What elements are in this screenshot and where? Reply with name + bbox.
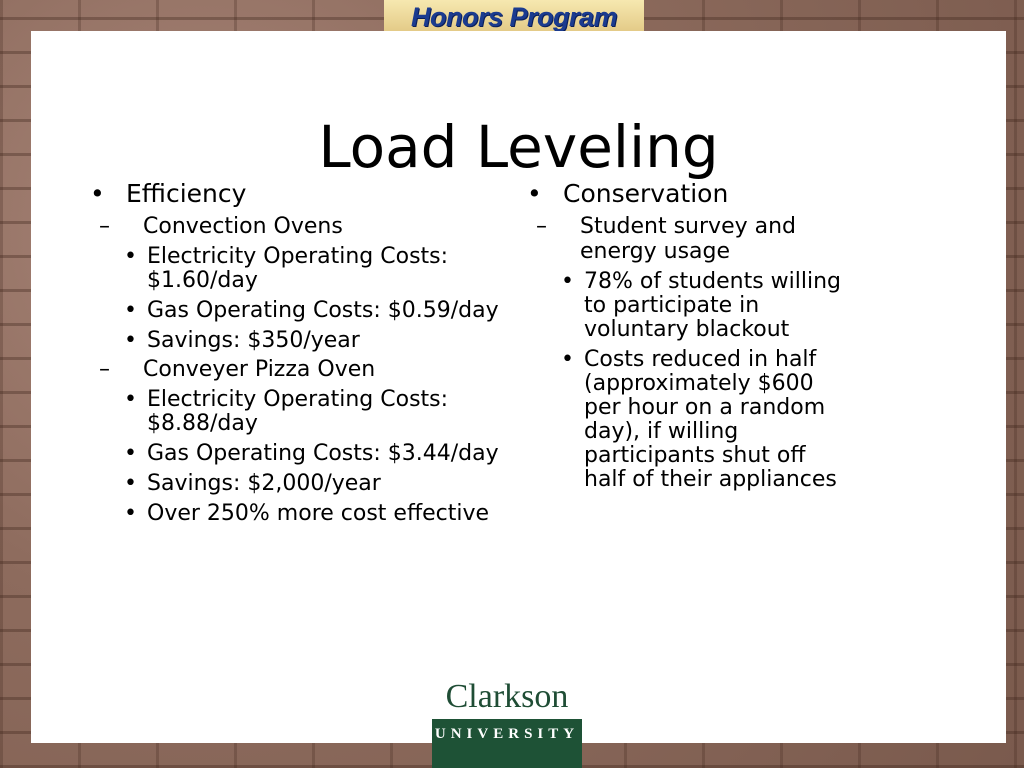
list-item [124,442,510,466]
list-item [561,348,947,492]
list-item [124,299,510,323]
sub-bullet-convection-ovens [99,214,510,239]
sub-bullet-conveyer-pizza-oven [99,357,510,382]
sub-bullet-text: Student survey and energy usage [580,214,797,264]
list-item-text: Electricity Operating Costs: $1.60/day [147,244,449,293]
banner-text: Honors Program [410,1,618,32]
bullet-dot-icon: • [124,298,137,323]
sub-bullet-student-survey [536,214,947,264]
bullet-conservation [527,178,947,210]
list-item-text: Costs reduced in half (approximately $600 per hour on a random day), if willing participants shut off half of their appliances [584,347,837,492]
list-item [561,270,947,342]
list-item-text: Savings: $2,000/year [147,471,381,496]
right-column [527,178,947,492]
bullet-dot-icon: • [561,347,574,372]
list-item [124,388,510,436]
logo-subtitle: UNIVERSITY [432,719,582,749]
bullet-text: Efficiency [126,179,247,208]
logo-wordmark: Clarkson [445,678,569,715]
bullet-dot-icon: • [124,501,137,526]
sub-bullet-text: Convection Ovens [143,214,343,239]
bullet-text: Conservation [563,179,729,208]
bullet-dot-icon: • [527,179,542,208]
clarkson-university-logo [432,678,582,768]
bullet-dot-icon: • [124,328,137,353]
logo-base [432,749,582,768]
list-item-text: 78% of students willing to participate in voluntary blackout [584,269,841,342]
left-column [90,178,510,526]
list-item-text: Savings: $350/year [147,328,360,353]
bullet-dot-icon: • [124,441,137,466]
bullet-dot-icon: • [124,387,137,412]
list-item-text: Over 250% more cost effective [147,501,490,526]
bullet-efficiency [90,178,510,210]
sub-bullet-text: Conveyer Pizza Oven [143,357,376,382]
list-item-text: Gas Operating Costs: $3.44/day [147,441,499,466]
list-item-text: Electricity Operating Costs: $8.88/day [147,387,449,436]
bullet-dot-icon: • [561,269,574,294]
dash-icon: – [99,214,110,239]
list-item-text: Gas Operating Costs: $0.59/day [147,298,499,323]
bullet-dot-icon: • [124,244,137,269]
bullet-dot-icon: • [90,179,105,208]
slide-title: Load Leveling [318,113,719,181]
dash-icon: – [99,357,110,382]
list-item [124,472,510,496]
bullet-dot-icon: • [124,471,137,496]
list-item [124,502,510,526]
honors-program-banner [384,0,644,34]
dash-icon: – [536,214,547,239]
list-item [124,245,510,293]
list-item [124,329,510,353]
